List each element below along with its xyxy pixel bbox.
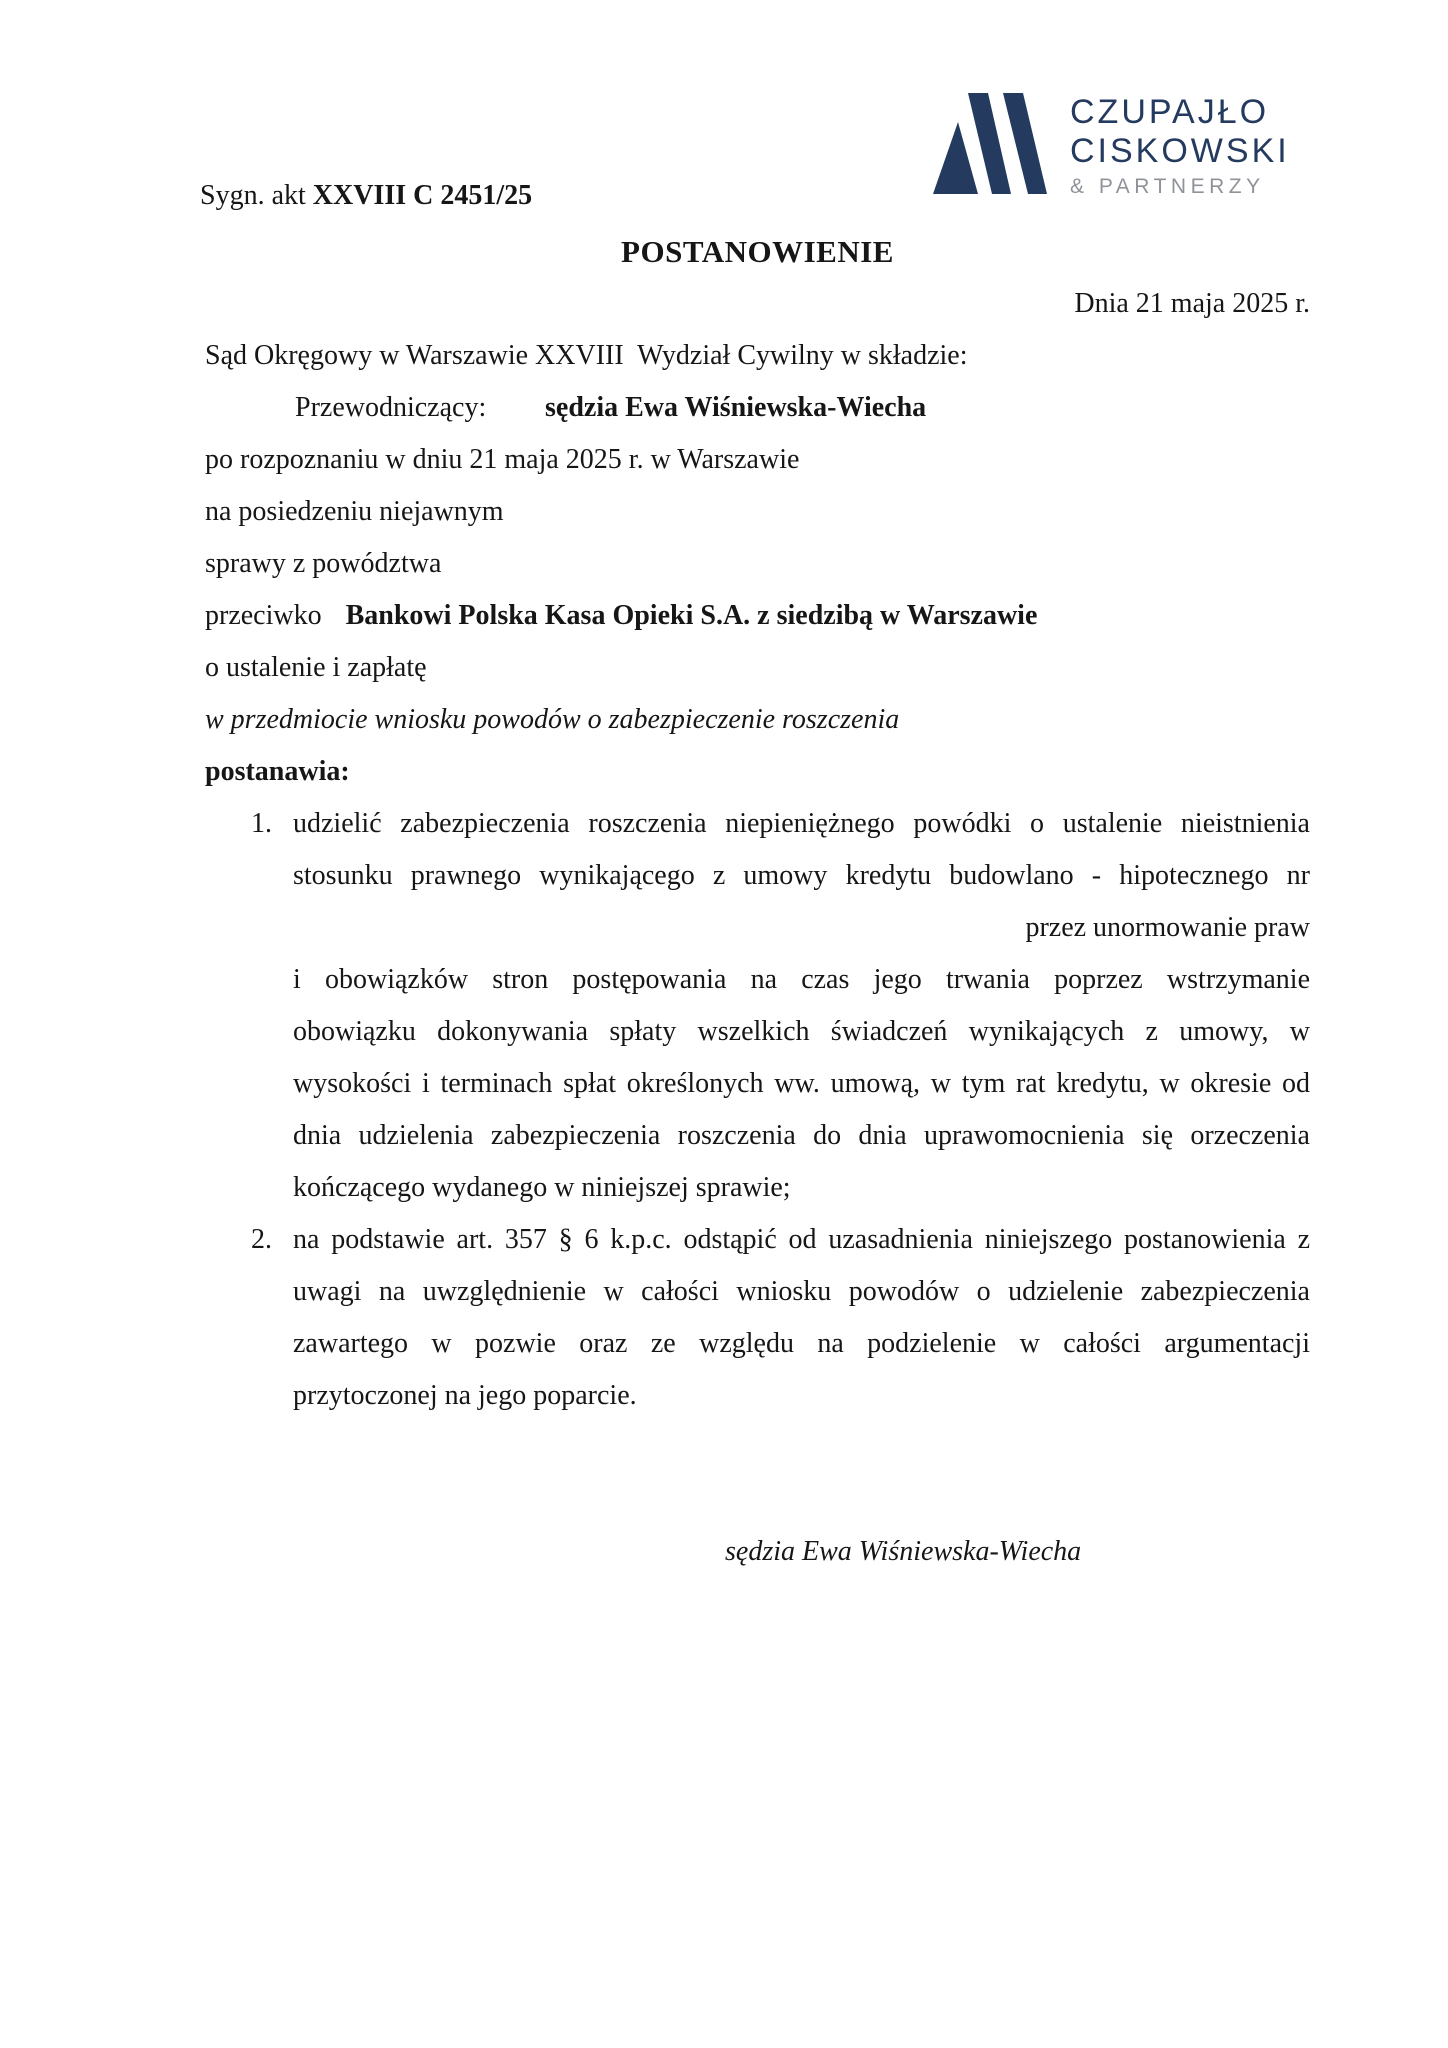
logo-word-czupajlo: CZUPAJŁO — [1070, 93, 1270, 131]
logo-mountain-icon — [930, 90, 1052, 194]
presiding-label: Przewodniczący: — [295, 392, 487, 423]
logo-bar-1-shape — [968, 93, 1011, 194]
recognized-line: po rozpoznaniu w dniu 21 maja 2025 r. w Warszawie — [205, 444, 800, 475]
ruling-1-text: kończącego wydanego w niniejszej sprawie; — [293, 1172, 791, 1203]
judge-signature: sędzia Ewa Wiśniewska-Wiecha — [725, 1536, 1082, 1567]
logo-word-ciskowski: CISKOWSKI — [1070, 132, 1290, 170]
claim-line: sprawy z powództwa — [205, 548, 442, 579]
ruling-2-text: uwagi na uwzględnienie w całości wniosku powodów o udzielenie zabezpieczenia — [293, 1276, 1310, 1307]
court-composition-line: Sąd Okręgowy w Warszawie XXVIII Wydział Cywilny w składzie: — [205, 340, 968, 371]
ruling-1-line — [205, 798, 1310, 850]
ruling-2-number: 2. — [251, 1224, 272, 1255]
ruling-2-text: na podstawie art. 357 § 6 k.p.c. odstąpić od uzasadnienia niniejszego postanowienia z — [293, 1224, 1310, 1255]
logo-triangle-shape — [933, 122, 978, 194]
defendant-name: Bankowi Polska Kasa Opieki S.A. z siedzibą w Warszawie — [345, 600, 1038, 631]
defendant-line — [205, 590, 1310, 642]
ruling-2-line — [205, 1370, 1310, 1422]
ruling-1-text: dnia udzielenia zabezpieczenia roszczenia do dnia uprawomocnienia się orzeczenia — [293, 1120, 1310, 1151]
ruling-1-text: udzielić zabezpieczenia roszczenia niepieniężnego powódki o ustalenie nieistnienia — [293, 808, 1310, 839]
ruling-1-text: stosunku prawnego wynikającego z umowy kredytu budowlano - hipotecznego nr — [293, 860, 1310, 891]
law-firm-logo — [930, 90, 1360, 200]
ruling-1-line — [205, 1162, 1310, 1214]
case-number: XXVIII C 2451/25 — [312, 180, 533, 211]
ruling-1-line — [205, 1058, 1310, 1110]
ruling-1-text: obowiązku dokonywania spłaty wszelkich świadczeń wynikających z umowy, w — [293, 1016, 1310, 1047]
ruling-1-line — [205, 1006, 1310, 1058]
ruling-1-line — [205, 850, 1310, 902]
presiding-judge-name: sędzia Ewa Wiśniewska-Wiecha — [545, 392, 927, 423]
document-body — [205, 226, 1310, 1578]
ruling-1-text: przez unormowanie praw — [1025, 912, 1310, 943]
ruling-2-line — [205, 1318, 1310, 1370]
ruling-1-line — [205, 954, 1310, 1006]
ruling-2-text: przytoczonej na jego poparcie. — [293, 1380, 637, 1411]
logo-word-partnerzy: & PARTNERZY — [1070, 175, 1265, 198]
ruling-1-line — [205, 1110, 1310, 1162]
ruling-1-text: i obowiązków stron postępowania na czas jego trwania poprzez wstrzymanie — [293, 964, 1310, 995]
document-title: POSTANOWIENIE — [621, 234, 894, 269]
date-line: Dnia 21 maja 2025 r. — [1074, 288, 1310, 319]
ruling-1-number: 1. — [251, 808, 272, 839]
motion-line: w przedmiocie wniosku powodów o zabezpieczenie roszczenia — [205, 704, 900, 735]
ruling-1-text: wysokości i terminach spłat określonych ww. umową, w tym rat kredytu, w okresie od — [293, 1068, 1310, 1099]
logo-bar-2-shape — [1003, 93, 1047, 194]
case-number-label: Sygn. akt — [200, 180, 313, 211]
presiding-judge-line — [205, 382, 1310, 434]
ruling-2-line — [205, 1214, 1310, 1266]
against-label: przeciwko — [205, 600, 322, 631]
ruling-1-line — [205, 902, 1310, 954]
ruling-2-text: zawartego w pozwie oraz ze względu na podzielenie w całości argumentacji — [293, 1328, 1310, 1359]
subject-line: o ustalenie i zapłatę — [205, 652, 427, 683]
ruling-2-line — [205, 1266, 1310, 1318]
session-line: na posiedzeniu niejawnym — [205, 496, 504, 527]
logo-wordmark — [1070, 93, 1290, 199]
case-number-line — [200, 176, 532, 216]
decides-line: postanawia: — [205, 756, 350, 787]
